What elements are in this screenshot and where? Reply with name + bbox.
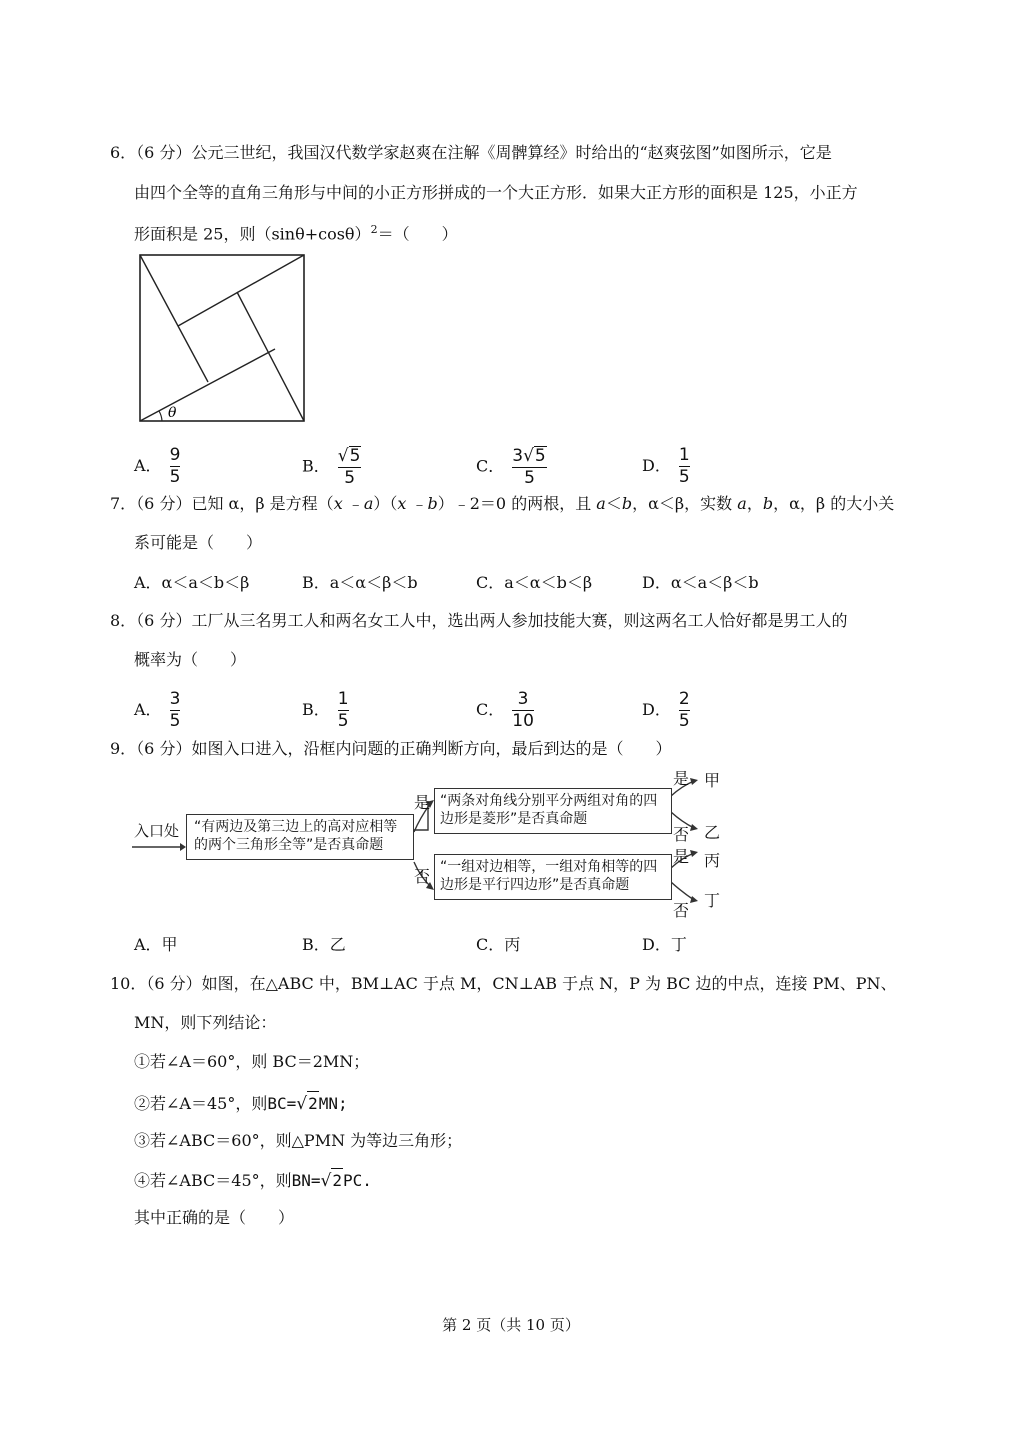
q10-item2-radicand: 2 [307,1091,319,1116]
q8-option-c-num: 3 [517,689,529,709]
q8-option-d-num: 2 [678,689,690,709]
q10-closing: 其中正确的是（ ） [134,1208,295,1227]
q6-option-c-coef: 3 [512,446,524,466]
q8-option-a-den: 5 [169,711,181,731]
q7-text-b: ）﹣2＝0 的两根，且 [437,494,597,513]
q8-option-c-label: C． [476,700,505,719]
q6-option-c-radicand: 5 [534,446,546,466]
q7-lt: ＜ [605,494,622,513]
q10-item2-b: MN; [318,1094,348,1113]
q7-minus2: ﹣ [406,494,428,513]
q7-var-a3: a [737,494,747,513]
q9-option-d[interactable]: D．丁 [642,935,687,954]
q10-item2-pre: ②若∠A＝45°，则 [134,1094,268,1113]
q7-var-a2: a [596,494,606,513]
q7-var-a1: a [363,494,374,513]
q8-option-b-fraction [338,690,349,731]
q7-comma: ， [746,494,763,513]
yes-label-3: 是 [673,847,690,866]
q7-mid: ）（ [373,494,398,513]
q10-item4-b: PC. [343,1171,372,1190]
q10-item4-a: BN= [291,1171,321,1190]
flow-box-2-line1: “两条对角线分别平分两组对角的四 [440,793,658,809]
entry-label: 入口处 [134,822,180,840]
q10-item4-pre: ④若∠ABC＝45°，则 [134,1171,292,1190]
q8-option-a-label: A． [134,700,162,719]
q8-option-c[interactable] [476,690,534,731]
q7-line1 [110,492,894,516]
q6-option-d-den: 5 [678,467,690,487]
page-footer: 第 2 页（共 10 页） [442,1316,580,1334]
yes-label-1: 是 [414,793,431,812]
q8-option-a[interactable] [134,690,180,731]
q6-option-a-fraction [170,446,181,487]
result-ding: 丁 [704,891,721,910]
q8-option-b-label: B． [302,700,330,719]
q10-line2: MN，则下列结论： [134,1013,277,1032]
q8-option-a-fraction [170,690,181,731]
q7-text-a: 7．（6 分）已知 α，β 是方程（ [110,494,334,513]
q6-option-d-fraction [679,446,690,487]
q7-var-b1: b [427,494,438,513]
flow-box-1-line2: 的两个三角形全等”是否真命题 [194,837,384,853]
q10-item4: ④若∠ABC＝45°，则BN= √ 2 PC. [134,1168,372,1193]
q8-option-b-num: 1 [337,689,349,709]
q8-option-c-den: 10 [512,711,534,731]
q9-option-c[interactable]: C．丙 [476,935,521,954]
q10-line1: 10．（6 分）如图，在△ABC 中，BM⊥AC 于点 M，CN⊥AB 于点 N，P 为 BC 边的中点，连接 PM、PN、 [110,974,897,993]
q10-item2: ②若∠A＝45°，则BC= √ 2 MN; [134,1091,348,1116]
q6-line3-post: ＝（ ） [377,224,458,244]
q8-line2: 概率为（ ） [134,650,247,669]
result-jia: 甲 [704,771,721,790]
q6-option-c-den: 5 [524,468,535,488]
q8-option-b-den: 5 [337,711,349,731]
no-label-1: 否 [414,867,431,886]
q6-line3-sup: 2 [370,223,378,236]
q7-option-a[interactable]: A．α＜a＜b＜β [134,573,250,592]
q7-line2: 系可能是（ ） [134,533,263,552]
q6-line3-pre: 形面积是 25，则（sinθ+cosθ） [134,224,371,244]
flow-box-2-line2: 边形是菱形”是否真命题 [440,811,588,827]
q6-option-d-label: D． [642,456,671,475]
q6-line3 [134,218,458,246]
q8-option-b[interactable] [302,690,349,731]
q9-option-a[interactable]: A．甲 [134,935,178,954]
zhao-shuang-diagram [135,250,311,428]
flow-box-1-line1: “有两边及第三边上的高对应相等 [194,819,398,835]
no-label-3: 否 [673,901,690,920]
q6-option-a-den: 5 [169,467,181,487]
q6-option-b-den: 5 [344,468,356,488]
q7-option-c[interactable]: C．a＜α＜b＜β [476,573,593,592]
flow-box-3-line1: “一组对边相等，一组对角相等的四 [440,859,658,875]
q10-item4-radicand: 2 [331,1168,343,1193]
q6-option-a-num: 9 [169,445,181,465]
q8-option-d-den: 5 [678,711,690,731]
q8-line1: 8．（6 分）工厂从三名男工人和两名女工人中，选出两人参加技能大赛，则这两名工人恰好都是男工人的 [110,611,848,630]
q9-flowchart [128,768,728,924]
q6-option-b-fraction: √ 5 5 [337,446,361,488]
q6-option-b-label: B． [302,456,330,476]
q10-item3: ③若∠ABC＝60°，则△PMN 为等边三角形； [134,1131,463,1150]
q6-option-b-radicand: 5 [349,446,361,466]
q7-text-d: ，α，β 的大小关 [773,494,895,513]
q6-option-a[interactable] [134,446,180,487]
q6-option-d-num: 1 [678,445,690,465]
q9-option-b[interactable]: B．乙 [302,935,346,954]
no-label-2: 否 [673,825,690,844]
q9-line1: 9．（6 分）如图入口进入，沿框内问题的正确判断方向，最后到达的是（ ） [110,739,672,758]
result-yi: 乙 [704,823,721,842]
q8-option-c-fraction [512,690,534,731]
q8-option-d-fraction [679,690,690,731]
q7-option-b[interactable]: B．a＜α＜β＜b [302,573,418,592]
q7-var-x1: x [333,494,343,513]
q6-option-a-label: A． [134,456,162,475]
yes-label-2: 是 [673,769,690,788]
q7-minus1: ﹣ [342,494,364,513]
q7-var-b2: b [621,494,633,513]
q7-option-d[interactable]: D．α＜a＜β＜b [642,573,759,592]
q8-option-a-num: 3 [169,689,181,709]
q8-option-d-label: D． [642,700,671,719]
q8-option-d[interactable] [642,690,690,731]
theta-label: θ [168,405,177,421]
q10-item1: ①若∠A＝60°，则 BC＝2MN； [134,1052,370,1071]
q10-item2-a: BC= [267,1094,297,1113]
q6-option-c-fraction: 3 √ 5 5 [512,446,546,488]
q6-line2: 由四个全等的直角三角形与中间的小正方形拼成的一个大正方形．如果大正方形的面积是 125，小正方 [134,183,858,202]
q7-text-c: ，α＜β，实数 [632,494,738,513]
q6-option-c-label: C． [476,456,505,476]
q6-option-d[interactable] [642,446,690,487]
q6-option-b[interactable] [302,446,361,488]
flow-box-3-line2: 边形是平行四边形”是否真命题 [440,877,630,893]
q6-line1: 6．（6 分）公元三世纪，我国汉代数学家赵爽在注解《周髀算经》时给出的“赵爽弦图”如图所示，它是 [110,143,832,162]
q7-var-x2: x [397,494,407,513]
q7-var-b3: b [762,494,774,513]
q6-option-c[interactable] [476,446,547,488]
result-bing: 丙 [704,851,721,870]
